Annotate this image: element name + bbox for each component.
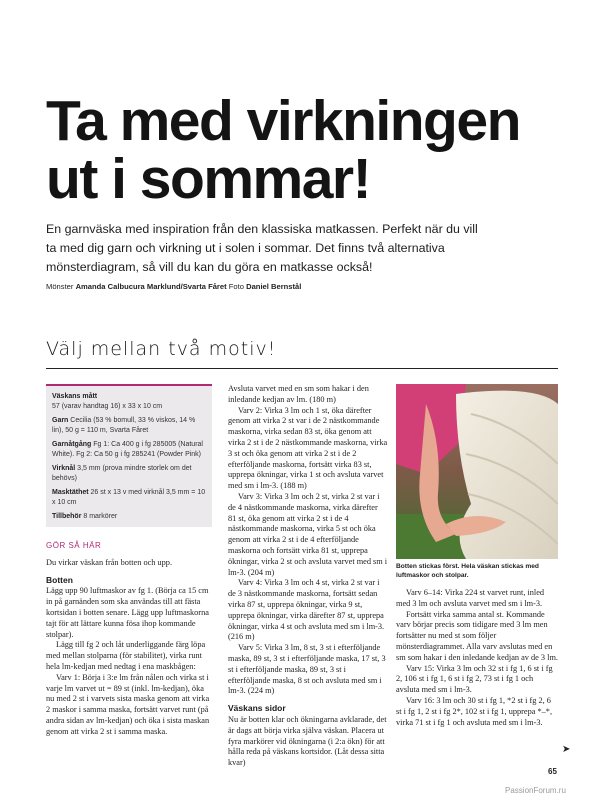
section-divider	[46, 368, 558, 369]
column-1	[46, 384, 212, 738]
paragraph: Avsluta varvet med en sm som hakar i den inledande kedjan av lm. (180 m)	[228, 384, 369, 404]
paragraph: Varv 6–14: Virka 224 st varvet runt, inled med 3 lm och avsluta varvet med sm i lm-3.	[396, 588, 545, 608]
paragraph: Nu är botten klar och ökningarna avklarade, det är dags att börja virka själva väskan. Placera ut fyra markörer vid ökningarna (i 2:a ökn) för att hålla reda på väskans kortsidor. (Låt dessa sitta kvar)	[228, 714, 387, 768]
paragraph: Varv 5: Virka 3 lm, 8 st, 3 st i efterföljande maska, 89 st, 3 st i efterföljande maska, 17 st, 3 st i efterföljande maska, 89 st, 3 st i efterföljande maska, 8 st och avsluta med sm i lm-3. (224 m)	[228, 643, 386, 696]
info-item-notions	[52, 512, 206, 522]
lead-line-3: mönsterdiagram, så vill du kan du göra en matkasse också!	[46, 260, 373, 274]
title-line-2: ut i sommar!	[46, 147, 371, 211]
page-title	[46, 89, 576, 211]
paragraph: Varv 4: Virka 3 lm och 4 st, virka 2 st var i de 3 nästkommande maskorna, fortsätt sedan virka 87 st, upprepa ökningar, virka 9 st, upprepa ökningar, virka därefter 87 st, upprepa ökningar, virka 4 st och avsluta med sm i lm-3. (216 m)	[228, 578, 385, 642]
paragraph: Varv 16: 3 lm och 30 st i fg 1, *2 st i fg 2, 6 st i fg 1, 2 st i fg 2*, 102 st i fg 1, upprepa *–*, virka 71 st i fg 1 och avsluta med sm i lm-3.	[396, 695, 553, 727]
bag-photo-illustration	[396, 384, 558, 559]
paragraph: Lägg till fg 2 och låt underliggande färg löpa med mellan stolparna (för stabilitet), virka runt hela lm-kedjan med nedtag i ena maskbågen:	[46, 640, 206, 671]
how-to-heading: GÖR SÅ HÄR	[46, 541, 102, 550]
title-line-1: Ta med virkningen	[46, 89, 520, 153]
watermark: PassionForum.ru	[505, 786, 566, 795]
intro-text: Du virkar väskan från botten och upp.	[46, 557, 173, 567]
pattern-author: Amanda Calbucura Marklund/Svarta Fåret	[75, 282, 227, 291]
info-item-hook	[52, 464, 206, 484]
column-3	[396, 384, 558, 728]
paragraph: Lägg upp 90 luftmaskor av fg 1. (Börja ca 15 cm in på garnänden som ska användas till att fästa kortsidan i botten senare. Lägg upp luftmaskorna tajt för att lättare kunna fösa ihop kommande stolpar).	[46, 586, 209, 639]
info-text: 8 markörer	[83, 513, 118, 520]
lead-line-2: ta med dig garn och virkning ut i solen i sommar. Det finns två alternativa	[46, 241, 445, 255]
info-box-title: Väskans mått	[52, 393, 98, 400]
info-label: Tillbehör	[52, 513, 82, 520]
page-number: 65	[548, 767, 557, 776]
paragraph: Varv 15: Virka 3 lm och 32 st i fg 1, 6 st i fg 2, 106 st i fg 1, 6 st i fg 2, 73 st i fg 1 och avsluta med sm i lm-3.	[396, 663, 553, 695]
info-text: 26 st x 13 v med virknål 3,5 mm = 10 x 10 cm	[52, 489, 206, 506]
continue-arrow-icon: ➤	[562, 744, 571, 755]
botten-heading: Botten	[46, 574, 73, 585]
info-label: Garnåtgång	[52, 441, 92, 448]
lead-paragraph	[46, 220, 566, 277]
info-label: Masktäthet	[52, 489, 89, 496]
photo-label: Foto	[228, 282, 244, 291]
info-box	[46, 384, 212, 527]
paragraph: Varv 2: Virka 3 lm och 1 st, öka därefter genom att virka 2 st var i de 2 nästkommande maskorna, virka sedan 83 st, öka genom att virka 2 st i de 2 nästkommande maskorna, virka 3 st och öka genom att virka 2 st i de 2 efterföljande maskorna, fortsätt virka 83 st, upprepa ökningar, virka 1 st och avsluta varvet med sm i lm-3. (188 m)	[228, 405, 388, 491]
info-item-yarn	[52, 416, 206, 436]
credits	[46, 282, 566, 291]
paragraph: Varv 1: Börja i 3:e lm från nålen och virka st i varje lm varvet ut = 89 st (inkl. lm-kedjan), öka nu med 2 st i varvets sista maska genom att virka 2 maskor i samma maska, fortsätt varvet runt (på andra sidan av lm-kedjan) och öka i sista maskan genom att virka 2 st i samma maska.	[46, 672, 210, 736]
info-text: Cecilia (53 % bomull, 33 % viskos, 14 % lin), 50 g = 110 m, Svarta Fåret	[52, 417, 196, 434]
pattern-label: Mönster	[46, 282, 74, 291]
paragraph: Varv 3: Virka 3 lm och 2 st, virka 2 st var i de 4 nästkommande maskorna, virka därefter 81 st, öka genom att virka 2 st i de 4 nästkommande maskorna, virka 5 st och öka genom att virka 2 st i de 4 efterföljande maskorna och fortsätt virka 81 st, upprepa ökningar, virka 2 st och avsluta varvet med sm i lm-3. (204 m)	[228, 491, 388, 577]
photo-caption: Botten stickas först. Hela väskan stickas med luftmaskor och stolpar.	[396, 563, 539, 579]
info-item-gauge	[52, 488, 206, 508]
paragraph: Fortsätt virka samma antal st. Kommande varv börjar precis som tidigare med 3 lm men fortsätter nu med st som följer mönsterdiagrammet. Alla varv avslutas med en sm som hakar i den inledande kedjan av de 3 lm.	[396, 609, 558, 662]
section-heading: Välj mellan två motiv!	[46, 338, 277, 360]
info-label: Virknål	[52, 465, 76, 472]
info-size: 57 (varav handtag 16) x 33 x 10 cm	[52, 403, 163, 410]
column-2	[228, 384, 388, 769]
bag-photo	[396, 384, 558, 559]
sides-heading: Väskans sidor	[228, 703, 286, 714]
info-label: Garn	[52, 417, 69, 424]
info-item-yarn-amount	[52, 440, 206, 460]
photographer: Daniel Bernstål	[246, 282, 302, 291]
info-text: Fg 1: Ca 400 g i fg 285005 (Natural White). Fg 2: Ca 50 g i fg 285241 (Powder Pink)	[52, 441, 203, 458]
lead-line-1: En garnväska med inspiration från den klassiska matkassen. Perfekt när du vill	[46, 222, 478, 236]
info-text: 3,5 mm (prova mindre storlek om det behövs)	[52, 465, 192, 482]
